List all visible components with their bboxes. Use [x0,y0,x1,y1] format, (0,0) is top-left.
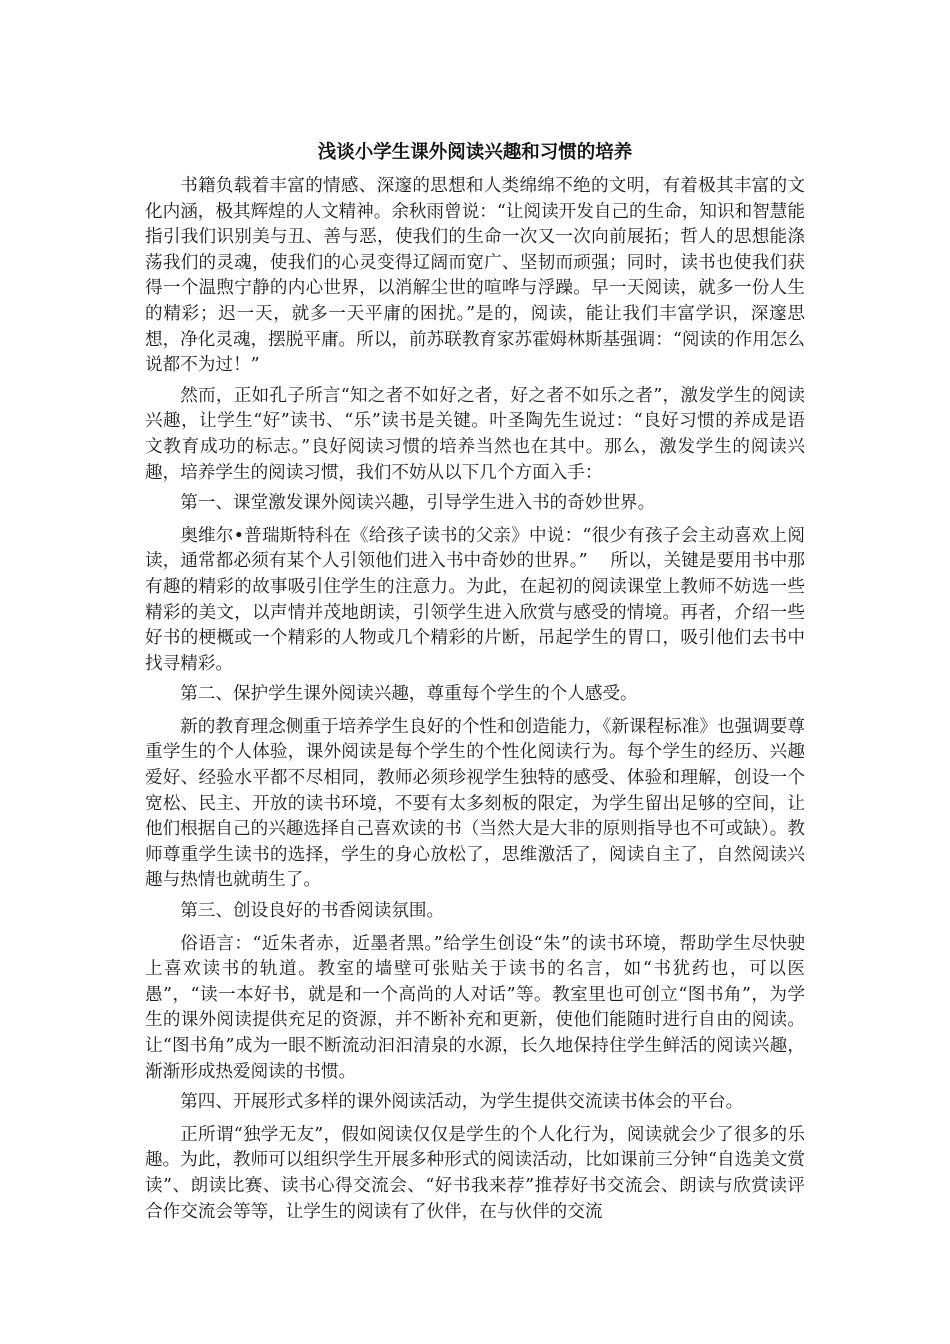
paragraph-section-4: 正所谓“独学无友”，假如阅读仅仅是学生的个人化行为，阅读就会少了很多的乐趣。为此，教师可以组织学生开展多种形式的阅读活动，比如课前三分钟“自选美文赏读”、朗读比赛、读书心得交流会、“好书我来荐”推荐好书交流会、朗读与欣赏读评合作交流会等等，让学生的阅读有了伙伴，在与伙伴的交流 [145,1124,805,1222]
section-heading-4: 第四、开展形式多样的课外阅读活动，为学生提供交流读书体会的平台。 [180,1092,744,1113]
paragraph-section-2: 新的教育理念侧重于培养学生良好的个性和创造能力，《新课程标准》也强调要尊重学生的个人体验，课外阅读是每个学生的个性化阅读行为。每个学生的经历、兴趣爱好、经验水平都不尽相同，教师必须珍视学生独特的感受、体验和理解，创设一个宽松、民主、开放的读书环境，不要有太多刻板的限定，为学生留出足够的空间，让他们根据自己的兴趣选择自己喜欢读的书（当然大是大非的原则指导也不可或缺）。教师尊重学生读书的选择，学生的身心放松了，思维激活了，阅读自主了，自然阅读兴趣与热情也就萌生了。 [145,716,805,891]
section-heading-2: 第二、保护学生课外阅读兴趣，尊重每个学生的个人感受。 [180,684,638,705]
section-heading-1: 第一、课堂激发课外阅读兴趣，引导学生进入书的奇妙世界。 [180,493,656,514]
paragraph-section-1: 奥维尔•普瑞斯特科在《给孩子读书的父亲》中说：“很少有孩子会主动喜欢上阅读，通常都必须有某个人引领他们进入书中奇妙的世界。” 所以，关键是要用书中那有趣的精彩的故事吸引住学生的注意力。为此，在起初的阅读课堂上教师不妨选一些精彩的美文，以声情并茂地朗读，引领学生进入欣赏与感受的情境。再者，介绍一些好书的梗概或一个精彩的人物或几个精彩的片断，吊起学生的胃口，吸引他们去书中找寻精彩。 [145,525,805,674]
paragraph-intro: 书籍负载着丰富的情感、深邃的思想和人类绵绵不绝的文明，有着极其丰富的文化内涵，极其辉煌的人文精神。余秋雨曾说：“让阅读开发自己的生命，知识和智慧能指引我们识别美与丑、善与恶，使我们的生命一次又一次向前展拓；哲人的思想能涤荡我们的灵魂，使我们的心灵变得辽阔而宽广、坚韧而顽强；同时，读书也使我们获得一个温煦宁静的内心世界，以消解尘世的喧哗与浮躁。早一天阅读，就多一份人生的精彩；迟一天，就多一天平庸的困扰。”是的，阅读，能让我们丰富学识，深邃思想，净化灵魂，摆脱平庸。所以，前苏联教育家苏霍姆林斯基强调：“阅读的作用怎么说都不为过！” [145,176,805,376]
paragraph-motivation: 然而，正如孔子所言“知之者不如好之者，好之者不如乐之者”，激发学生的阅读兴趣，让学生“好”读书、“乐”读书是关键。叶圣陶先生说过：“良好习惯的养成是语文教育成功的标志。”良好阅读习惯的培养当然也在其中。那么，激发学生的阅读兴趣，培养学生的阅读习惯，我们不妨从以下几个方面入手： [145,385,805,483]
paragraph-section-3: 俗语言：“近朱者赤，近墨者黑。”给学生创设“朱”的读书环境，帮助学生尽快驶上喜欢读书的轨道。教室的墙壁可张贴关于读书的名言，如“书犹药也，可以医愚”，“读一本好书，就是和一个高尚的人对话”等。教室里也可创立“图书角”，为学生的课外阅读提供充足的资源，并不断补充和更新，使他们能随时进行自由的阅读。让“图书角”成为一眼不断流动汩汩清泉的水源，长久地保持住学生鲜活的阅读兴趣，渐渐形成热爱阅读的书惯。 [145,933,805,1082]
section-heading-3: 第三、创设良好的书香阅读氛围。 [180,901,445,922]
document-title: 浅谈小学生课外阅读兴趣和习惯的培养 [317,142,633,163]
document-body [145,174,805,1230]
